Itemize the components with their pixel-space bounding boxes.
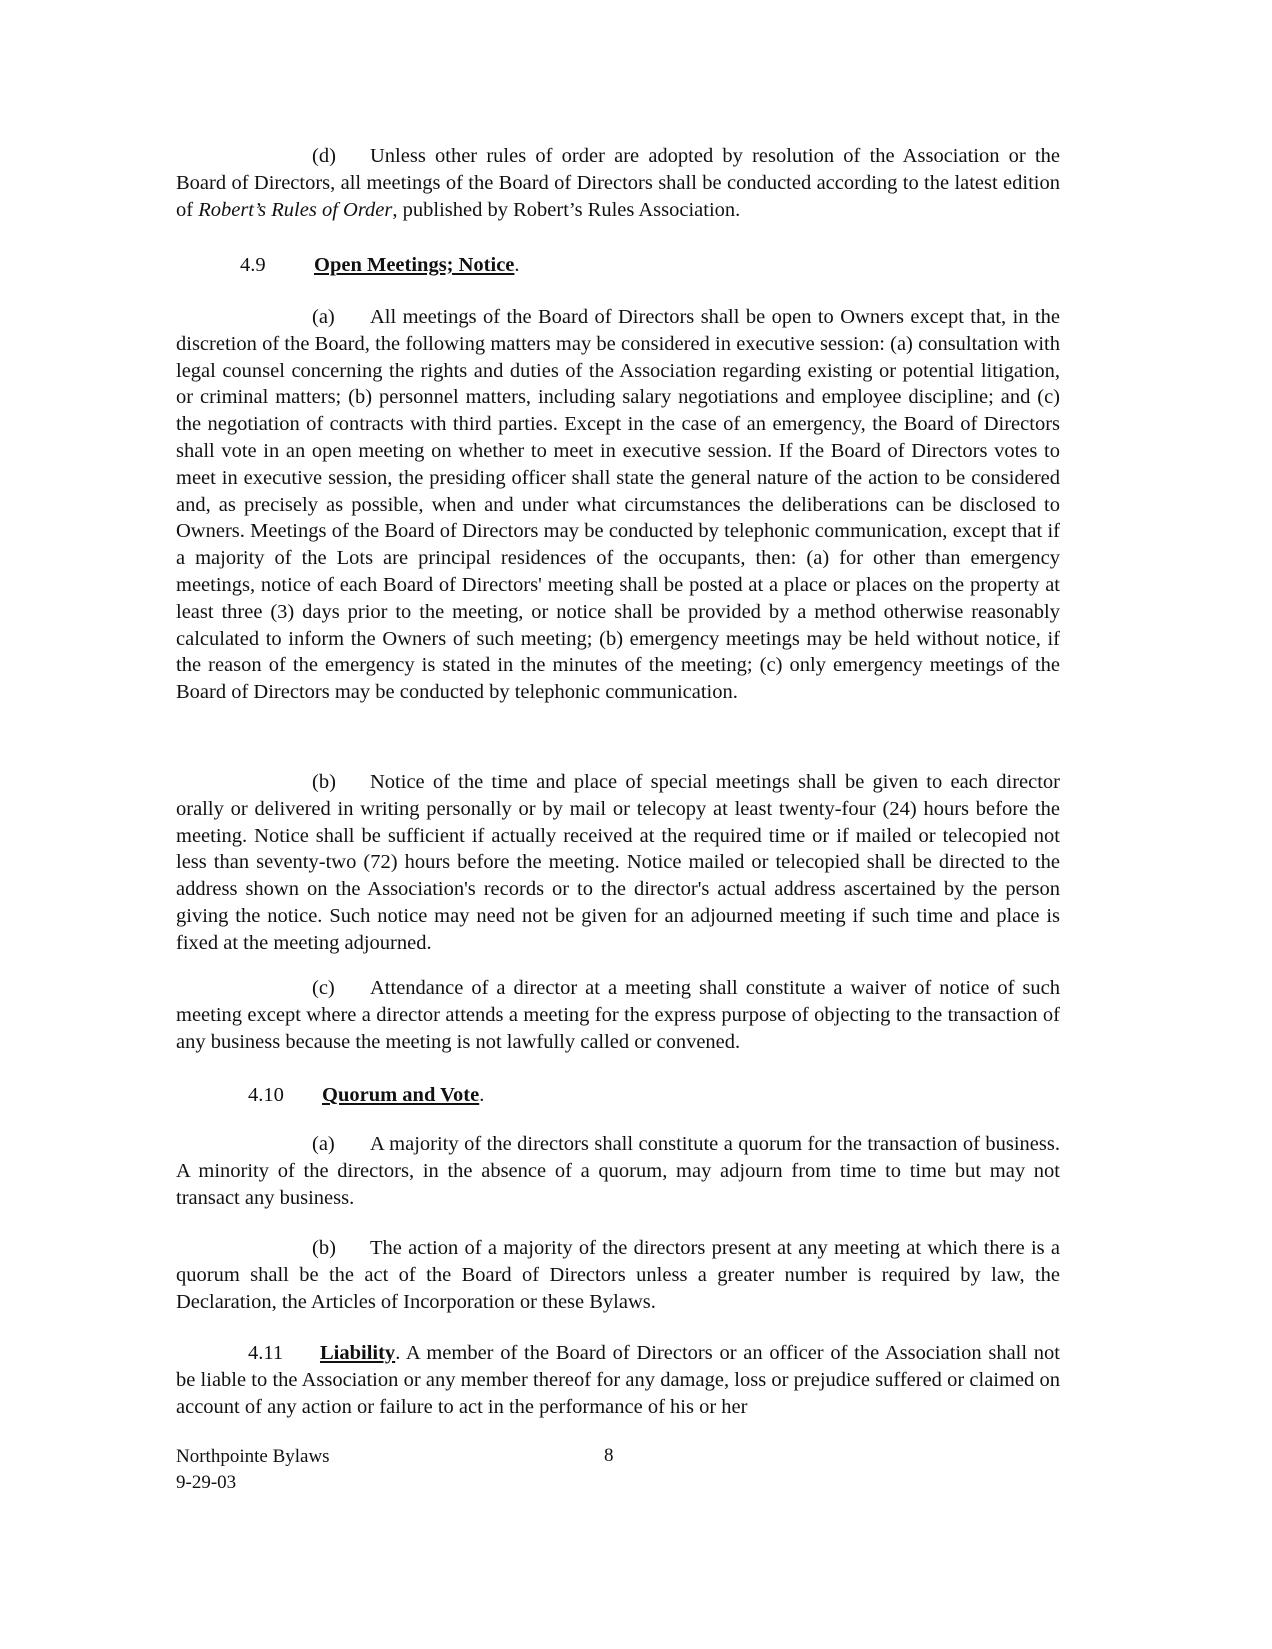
section-number: 4.9 (240, 254, 266, 276)
paragraph-text: All meetings of the Board of Directors shall be open to Owners except that, in the discretion of the Board, the following matters may be considered in executive session: (a) consultation with legal counsel concerning the rights and duties of the Association regarding existing or potential litigation, or criminal matters; (b) personnel matters, including salary negotiations and employee discipline; and (c) the negotiation of contracts with third parties. Except in the case of an emergency, the Board of Directors shall vote in an open meeting on whether to meet in executive session. If the Board of Directors votes to meet in executive session, the presiding officer shall state the general nature of the action to be considered and, as precisely as possible, when and under what circumstances the deliberations can be disclosed to Owners. Meetings of the Board of Directors may be conducted by telephonic communication, except that if a majority of the Lots are principal residences of the occupants, then: (a) for other than emergency meetings, notice of each Board of Directors' meeting shall be posted at a place or places on the property at least three (3) days prior to the meeting, or notice shall be provided by a method otherwise reasonably calculated to inform the Owners of such meeting; (b) emergency meetings may be held without notice, if the reason of the emergency is stated in the minutes of the meeting; (c) only emergency meetings of the Board of Directors may be conducted by telephonic communication. (176, 306, 1060, 704)
paragraph-4-9-a (176, 304, 1060, 706)
paragraph-text: , published by Robert’s Rules Association. (392, 198, 741, 221)
paragraph-text: Notice of the time and place of special meetings shall be given to each director orally or delivered in writing personally or by mail or telecopy at least twenty-four (24) hours before the meeting. Notice shall be sufficient if actually received at the required time or if mailed or telecopied not less than seventy-two (72) hours before the meeting. Notice mailed or telecopied shall be directed to the address shown on the Association's records or to the director's actual address ascertained by the person giving the notice. Such notice may need not be given for an adjourned meeting if such time and place is fixed at the meeting adjourned. (176, 771, 1060, 954)
footer-date: 9-29-03 (176, 1472, 237, 1493)
paragraph-4-8-d (176, 143, 1060, 223)
section-number: 4.10 (248, 1084, 284, 1106)
paragraph-text: A majority of the directors shall constitute a quorum for the transaction of business. A minority of the directors, in the absence of a quorum, may adjourn from time to time but may not transact any business. (176, 1133, 1060, 1209)
paragraph-text: Unless other rules of order are adopted by resolution of the Association or the Board of Directors, all meetings of the Board of Directors shall be conducted according to the latest edition of (176, 145, 1060, 221)
paragraph-label: (b) (312, 1237, 336, 1259)
section-title: Quorum and Vote (322, 1084, 480, 1106)
section-title: Liability (320, 1342, 396, 1364)
section-title-period: . (514, 254, 520, 276)
paragraph-label: (c) (312, 977, 335, 999)
paragraph-4-9-b (176, 769, 1060, 957)
paragraph-4-10-b (176, 1235, 1060, 1315)
paragraph-label: (a) (312, 1133, 335, 1155)
paragraph-text: A member of the Board of Directors or an officer of the Association shall not be liable to the Association or any member thereof for any damage, loss or prejudice suffered or claimed on account of any action or failure to act in the performance of his or her (176, 1342, 1060, 1418)
paragraph-label: (d) (312, 145, 336, 167)
paragraph-label: (b) (312, 771, 336, 793)
rules-of-order-title: Robert’s Rules of Order (198, 198, 393, 221)
section-title-period: . (479, 1084, 485, 1106)
section-title: Open Meetings; Notice (314, 254, 515, 276)
section-title-period: . (395, 1342, 401, 1364)
paragraph-text: The action of a majority of the directors present at any meeting at which there is a quorum shall be the act of the Board of Directors unless a greater number is required by law, the Declaration, the Articles of Incorporation or these Bylaws. (176, 1237, 1060, 1313)
paragraph-4-10-a (176, 1131, 1060, 1211)
paragraph-4-9-c (176, 975, 1060, 1055)
page-number: 8 (604, 1445, 614, 1466)
section-number: 4.11 (248, 1342, 284, 1364)
section-heading-4-9 (240, 252, 520, 279)
section-heading-4-10 (248, 1082, 484, 1109)
paragraph-label: (a) (312, 306, 335, 328)
footer-doc-name: Northpointe Bylaws (176, 1446, 330, 1467)
paragraph-4-11 (176, 1340, 1060, 1420)
paragraph-text: Attendance of a director at a meeting shall constitute a waiver of notice of such meeting except where a director attends a meeting for the express purpose of objecting to the transaction of any business because the meeting is not lawfully called or convened. (176, 977, 1060, 1053)
